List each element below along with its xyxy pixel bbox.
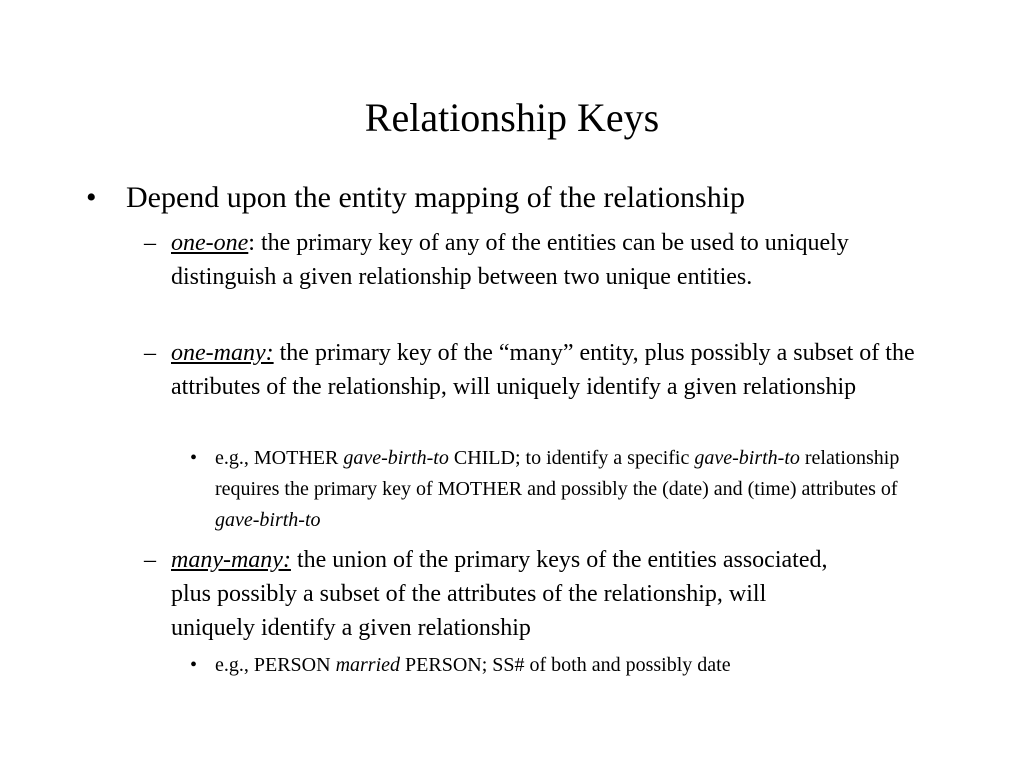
bullet-marker: • [190, 447, 198, 469]
sub-bullet-text: the primary key of the “many” entity, plus possibly a subset of the attributes of the relationship, will uniquely identify a given relationship [171, 340, 915, 400]
example-italic: married [335, 654, 401, 676]
term-many-many: many-many: [171, 547, 291, 573]
example-text: e.g., PERSON [215, 654, 336, 676]
term-one-many: one-many: [171, 340, 274, 366]
bullet-marker: • [190, 654, 198, 676]
term-one-one: one-one [171, 230, 249, 256]
example-many-many [215, 650, 975, 681]
example-text: CHILD; to identify a specific [448, 447, 695, 469]
sub-bullet-many-many [171, 543, 851, 645]
example-one-many [215, 443, 915, 536]
main-bullet-text: Depend upon the entity mapping of the relationship [126, 181, 746, 214]
sub-bullet-one-many [171, 336, 931, 404]
example-text: e.g., MOTHER [215, 447, 344, 469]
example-text: relationship requires the primary key of MOTHER and possibly the (date) and (time) attributes of [215, 447, 900, 500]
dash-marker: – [144, 230, 156, 256]
example-text: PERSON; SS# of both and possibly date [400, 654, 731, 676]
slide-title: Relationship Keys [364, 95, 660, 140]
dash-marker: – [144, 340, 156, 366]
example-italic: gave-birth-to [694, 447, 800, 469]
sub-bullet-text: : the primary key of any of the entities can be used to uniquely distinguish a given relationship between two unique entities. [171, 230, 849, 290]
sub-bullet-one-one [171, 226, 896, 294]
example-italic: gave-birth-to [343, 447, 449, 469]
main-bullet [126, 180, 986, 216]
example-italic: gave-birth-to [215, 509, 321, 531]
dash-marker: – [144, 547, 156, 573]
bullet-marker: • [86, 181, 97, 214]
sub-bullet-text: the union of the primary keys of the entities associated, plus possibly a subset of the attributes of the relationship, will uniquely identify a given relationship [171, 547, 828, 641]
